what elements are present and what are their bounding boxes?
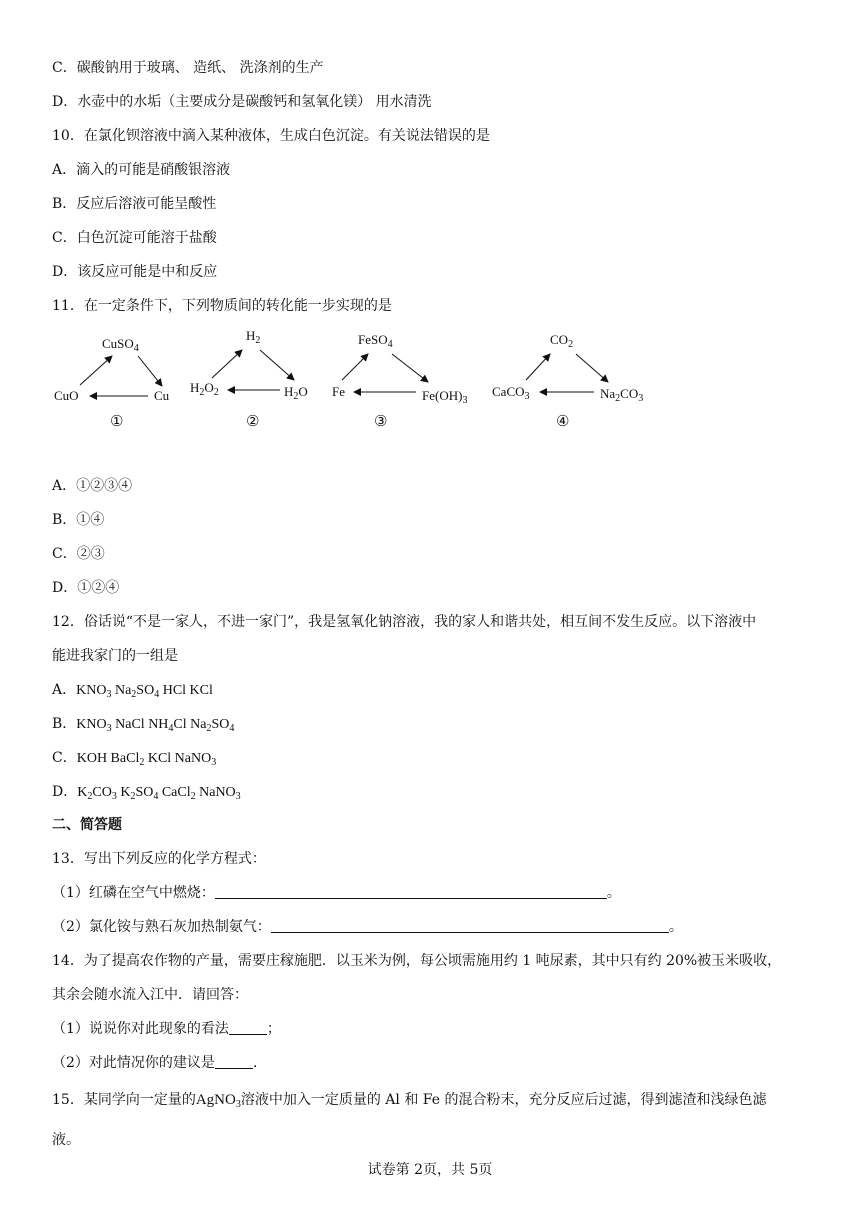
q15-stem-line1: 15．某同学向一定量的AgNO$_3$溶液中加入一定质量的 Al 和 Fe 的混合粉末，充分反应后过滤，得到滤渣和浅绿色滤 (52, 1092, 767, 1110)
diagram-1-right: Cu (154, 388, 170, 403)
q12-option-a: A．$KNO_3$ $Na_2SO_4$ HCl KCl (52, 682, 213, 700)
diagram-4-number: ④ (556, 414, 570, 430)
q9-option-c: C．碳酸钠用于玻璃、 造纸、 洗涤剂的生产 (52, 60, 324, 76)
diagram-2-number: ② (246, 414, 260, 430)
q12-stem-line2: 能进我家门的一组是 (52, 648, 178, 664)
q14-part2-blank[interactable] (215, 1054, 253, 1069)
page-footer: 试卷第 2页，共 5页 (367, 1162, 493, 1178)
q14-part1: （1）说说你对此现象的看法 ； (52, 1021, 281, 1037)
q14-stem-line2: 其余会随水流入江中．请回答： (52, 987, 248, 1003)
diagram-2-right: $H_2O$ (284, 384, 308, 402)
diagram-3-arrows (328, 330, 478, 435)
diagram-3 (328, 330, 478, 435)
q10-option-c: C．白色沉淀可能溶于盐酸 (52, 230, 217, 246)
diagram-1-number: ① (110, 414, 124, 430)
q10-option-d: D．该反应可能是中和反应 (52, 264, 218, 280)
q12-stem-line1: 12．俗话说“不是一家人，不进一家门”，我是氢氧化钠溶液，我的家人和谐共处，相互间不发生反应。以下溶液中 (52, 614, 757, 630)
diagram-4-arrows (490, 330, 660, 435)
diagram-4-top: $CO_2$ (550, 332, 574, 350)
q13-part1: （1）红磷在空气中燃烧： 。 (52, 885, 621, 901)
q13-stem: 13．写出下列反应的化学方程式： (52, 851, 266, 867)
diagram-1-top: CuSO$_4$ (102, 336, 139, 354)
q9-option-d: D．水壶中的水垢（主要成分是碳酸钙和氢氧化镁） 用水清洗 (52, 94, 432, 110)
diagram-1-left: CuO (54, 388, 79, 403)
q10-option-b: B．反应后溶液可能呈酸性 (52, 196, 217, 212)
diagram-3-right: $Fe(OH)_3$ (422, 388, 468, 406)
q11-option-a: A．①②③④ (52, 478, 133, 494)
diagram-3-top: FeSO$_4$ (358, 332, 393, 350)
q11-option-c: C．②③ (52, 546, 105, 562)
q14-stem-line1: 14．为了提高农作物的产量，需要庄稼施肥．以玉米为例，每公顷需施用约 1 吨尿素，其中只有约 20%被玉米吸收， (52, 953, 782, 969)
q12-option-d: D．$K_2CO_3$ $K_2SO_4$ CaCl$_2$ NaNO$_3$ (52, 784, 241, 802)
q12-option-c: C．KOH BaCl$_2$ KCl NaNO$_3$ (52, 750, 217, 768)
q13-part1-blank[interactable] (215, 884, 607, 899)
q14-part1-blank[interactable] (229, 1020, 267, 1035)
diagram-2-left: $H_2O_2$ (190, 380, 219, 398)
q13-part2-blank[interactable] (271, 918, 669, 933)
diagram-3-number: ③ (374, 414, 388, 430)
q10-option-a: A．滴入的可能是硝酸银溶液 (52, 162, 231, 178)
q11-option-b: B．①④ (52, 512, 105, 528)
q11-option-d: D．①②④ (52, 580, 120, 596)
q15-stem-line2: 液。 (52, 1132, 80, 1148)
diagram-3-left: Fe (332, 384, 345, 399)
diagram-4-left: CaCO$_3$ (492, 384, 530, 402)
q13-part2: （2）氯化铵与熟石灰加热制氨气： 。 (52, 919, 683, 935)
diagram-2 (190, 326, 330, 435)
q12-option-b: B．$KNO_3$ NaCl $NH_4Cl$ $Na_2SO_4$ (52, 716, 235, 734)
diagram-2-top: $H_2$ (246, 328, 261, 346)
q10-stem: 10．在氯化钡溶液中滴入某种液体，生成白色沉淀。有关说法错误的是 (52, 128, 490, 144)
diagram-4-right: $Na_2CO_3$ (600, 386, 644, 404)
q14-part2: （2）对此情况你的建议是 . (52, 1055, 258, 1071)
diagram-4 (490, 330, 660, 435)
q11-stem: 11．在一定条件下，下列物质间的转化能一步实现的是 (52, 298, 392, 314)
q15-formula: AgNO$_3$ (195, 1092, 241, 1110)
diagram-1 (50, 330, 190, 435)
section-heading: 二、简答题 (52, 817, 122, 833)
